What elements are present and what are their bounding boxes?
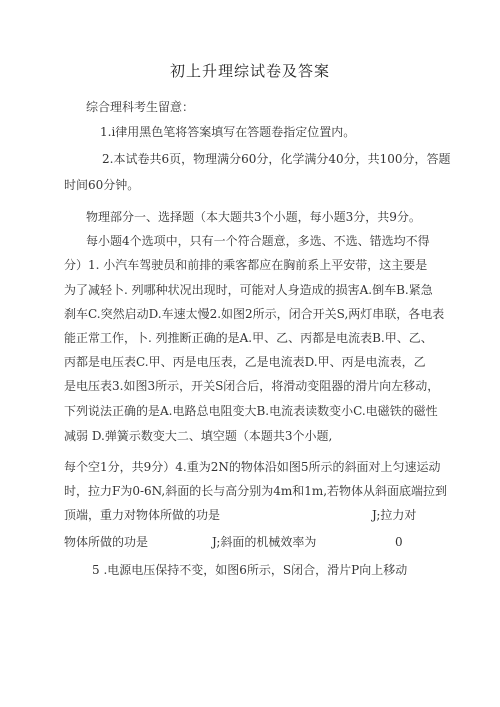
text-line: 时间60分钟。: [64, 178, 140, 192]
text-line: 丙都是电压表C.甲、丙是电压表，乙是电流表D.甲、丙是电流表，乙: [64, 355, 426, 369]
text-line: 每个空1分，共9分）4.重为2N的物体沿如图5所示的斜面对上匀速运动: [64, 460, 441, 474]
text-line: 顶端，重力对物体所做的功是: [64, 508, 221, 522]
text-line-tail: J;斜面的机械效率为: [212, 535, 317, 549]
text-line: 综合理科考生留意：: [86, 100, 195, 114]
text-line: 2.本试卷共6页，物理满分60分，化学满分40分，共100分，答题: [102, 152, 451, 166]
document-title: 初上升理综试卷及答案: [169, 62, 330, 80]
text-line: 为了减轻卜. 列哪种状况出现时，可能对人身造成的损害A.倒车B.紧急: [64, 283, 433, 297]
text-line: 下列说法正确的是A.电路总电阻变大B.电流表读数变小C.电磁铁的磁性: [64, 404, 438, 418]
text-line: 1.i律用黑色笔将答案填写在答题卷指定位置内。: [100, 125, 356, 139]
text-line-tail: J;拉力对: [372, 508, 417, 522]
text-line: 5 .电源电压保持不变，如图6所示，S闭合，滑片P向上移动: [92, 563, 408, 577]
text-line: 物体所做的功是: [64, 535, 149, 549]
text-line: 分）1. 小汽车驾驶员和前排的乘客都应在胸前系上平安带，这主要是: [64, 258, 428, 272]
text-line: 是电压表3.如图3所示，开关S闭合后，将滑动变阻器的滑片向左移动，: [64, 379, 440, 393]
text-line: 每小题4个选项中，只有一个符合题意，多选、不选、错选均不得: [86, 234, 430, 248]
text-line: 减弱 D.弹簧示数变大二、填空题（本题共3个小题,: [64, 429, 333, 443]
text-line: 能正常工作，卜. 列推断正确的是A.甲、乙、丙都是电流表B.甲、乙、: [64, 331, 433, 345]
text-line: 时，拉力F为0-6N,斜面的长与高分别为4m和1m,若物体从斜面底端拉到: [64, 484, 448, 498]
text-line: 物理部分一、选择题（本大题共3个小题，每小题3分，共9分。: [86, 210, 421, 224]
text-line-tail: 0: [395, 535, 403, 549]
text-line: 刹车C.突然启动D.车速太慢2.如图2所示，闭合开关S,两灯串联，各电表: [64, 307, 445, 321]
